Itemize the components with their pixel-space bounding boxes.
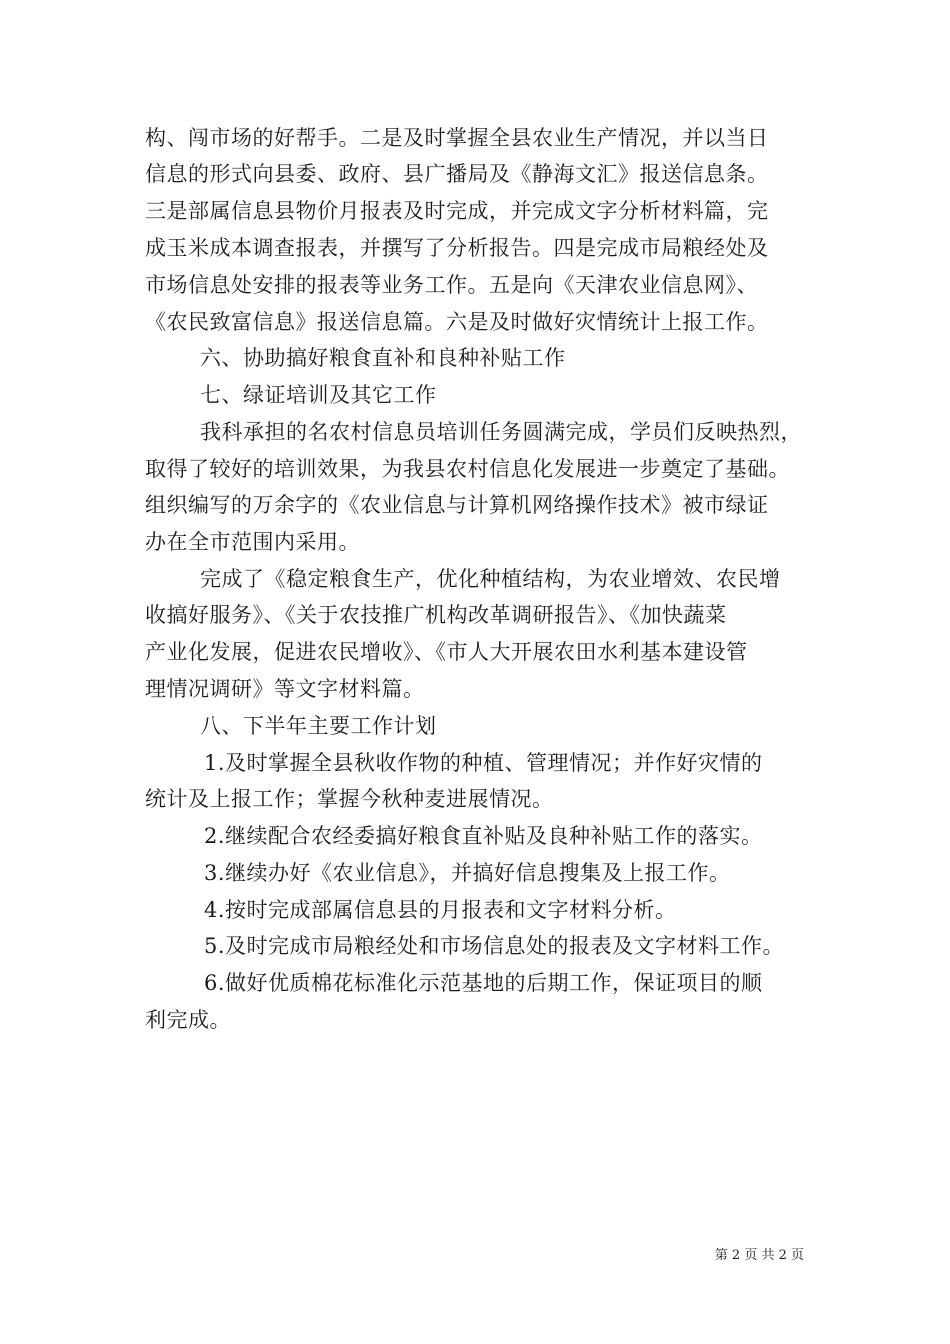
section-heading: 六、协助搞好粮食直补和良种补贴工作	[200, 346, 566, 370]
text-line: 统计及上报工作；掌握今秋种麦进展情况。	[145, 787, 554, 811]
text-line: 《农民致富信息》报送信息篇。六是及时做好灾情统计上报工作。	[145, 310, 769, 334]
text-line: 成玉米成本调查报表，并撰写了分析报告。四是完成市局粮经处及	[145, 236, 769, 260]
plan-item: 1.及时掌握全县秋收作物的种植、管理情况；并作好灾情的	[204, 751, 763, 775]
text-line: 三是部属信息县物价月报表及时完成，并完成文字分析材料篇，完	[145, 199, 769, 223]
section-heading: 八、下半年主要工作计划	[200, 714, 437, 738]
plan-item: 5.及时完成市局粮经处和市场信息处的报表及文字材料工作。	[204, 934, 785, 958]
plan-item: 3.继续办好《农业信息》，并搞好信息搜集及上报工作。	[204, 861, 731, 885]
text-line: 理情况调研》等文字材料篇。	[145, 677, 425, 701]
text-line: 产业化发展，促进农民增收》、《市人大开展农田水利基本建设管	[145, 640, 748, 664]
page-number: 第 2 页 共 2 页	[714, 1248, 804, 1263]
section-heading: 七、绿证培训及其它工作	[200, 383, 437, 407]
text-line: 利完成。	[145, 1008, 231, 1032]
text-line: 取得了较好的培训效果，为我县农村信息化发展进一步奠定了基础。	[145, 457, 790, 481]
text-line: 构、闯市场的好帮手。二是及时掌握全县农业生产情况，并以当日	[145, 126, 769, 150]
plan-item: 4.按时完成部属信息县的月报表和文字材料分析。	[204, 898, 677, 922]
text-line: 信息的形式向县委、政府、县广播局及《静海文汇》报送信息条。	[145, 162, 769, 186]
text-line: 收搞好服务》、《关于农技推广机构改革调研报告》、《加快蔬菜	[145, 603, 727, 627]
text-line: 完成了《稳定粮食生产，优化种植结构，为农业增效、农民增	[200, 567, 781, 591]
plan-item: 2.继续配合农经委搞好粮食直补贴及良种补贴工作的落实。	[204, 824, 763, 848]
plan-item: 6.做好优质棉花标准化示范基地的后期工作，保证项目的顺	[204, 971, 763, 995]
text-line: 我科承担的名农村信息员培训任务圆满完成，学员们反映热烈，	[200, 420, 802, 444]
text-line: 办在全市范围内采用。	[145, 530, 360, 554]
text-line: 组织编写的万余字的《农业信息与计算机网络操作技术》被市绿证	[145, 493, 769, 517]
text-line: 市场信息处安排的报表等业务工作。五是向《天津农业信息网》、	[145, 273, 758, 297]
